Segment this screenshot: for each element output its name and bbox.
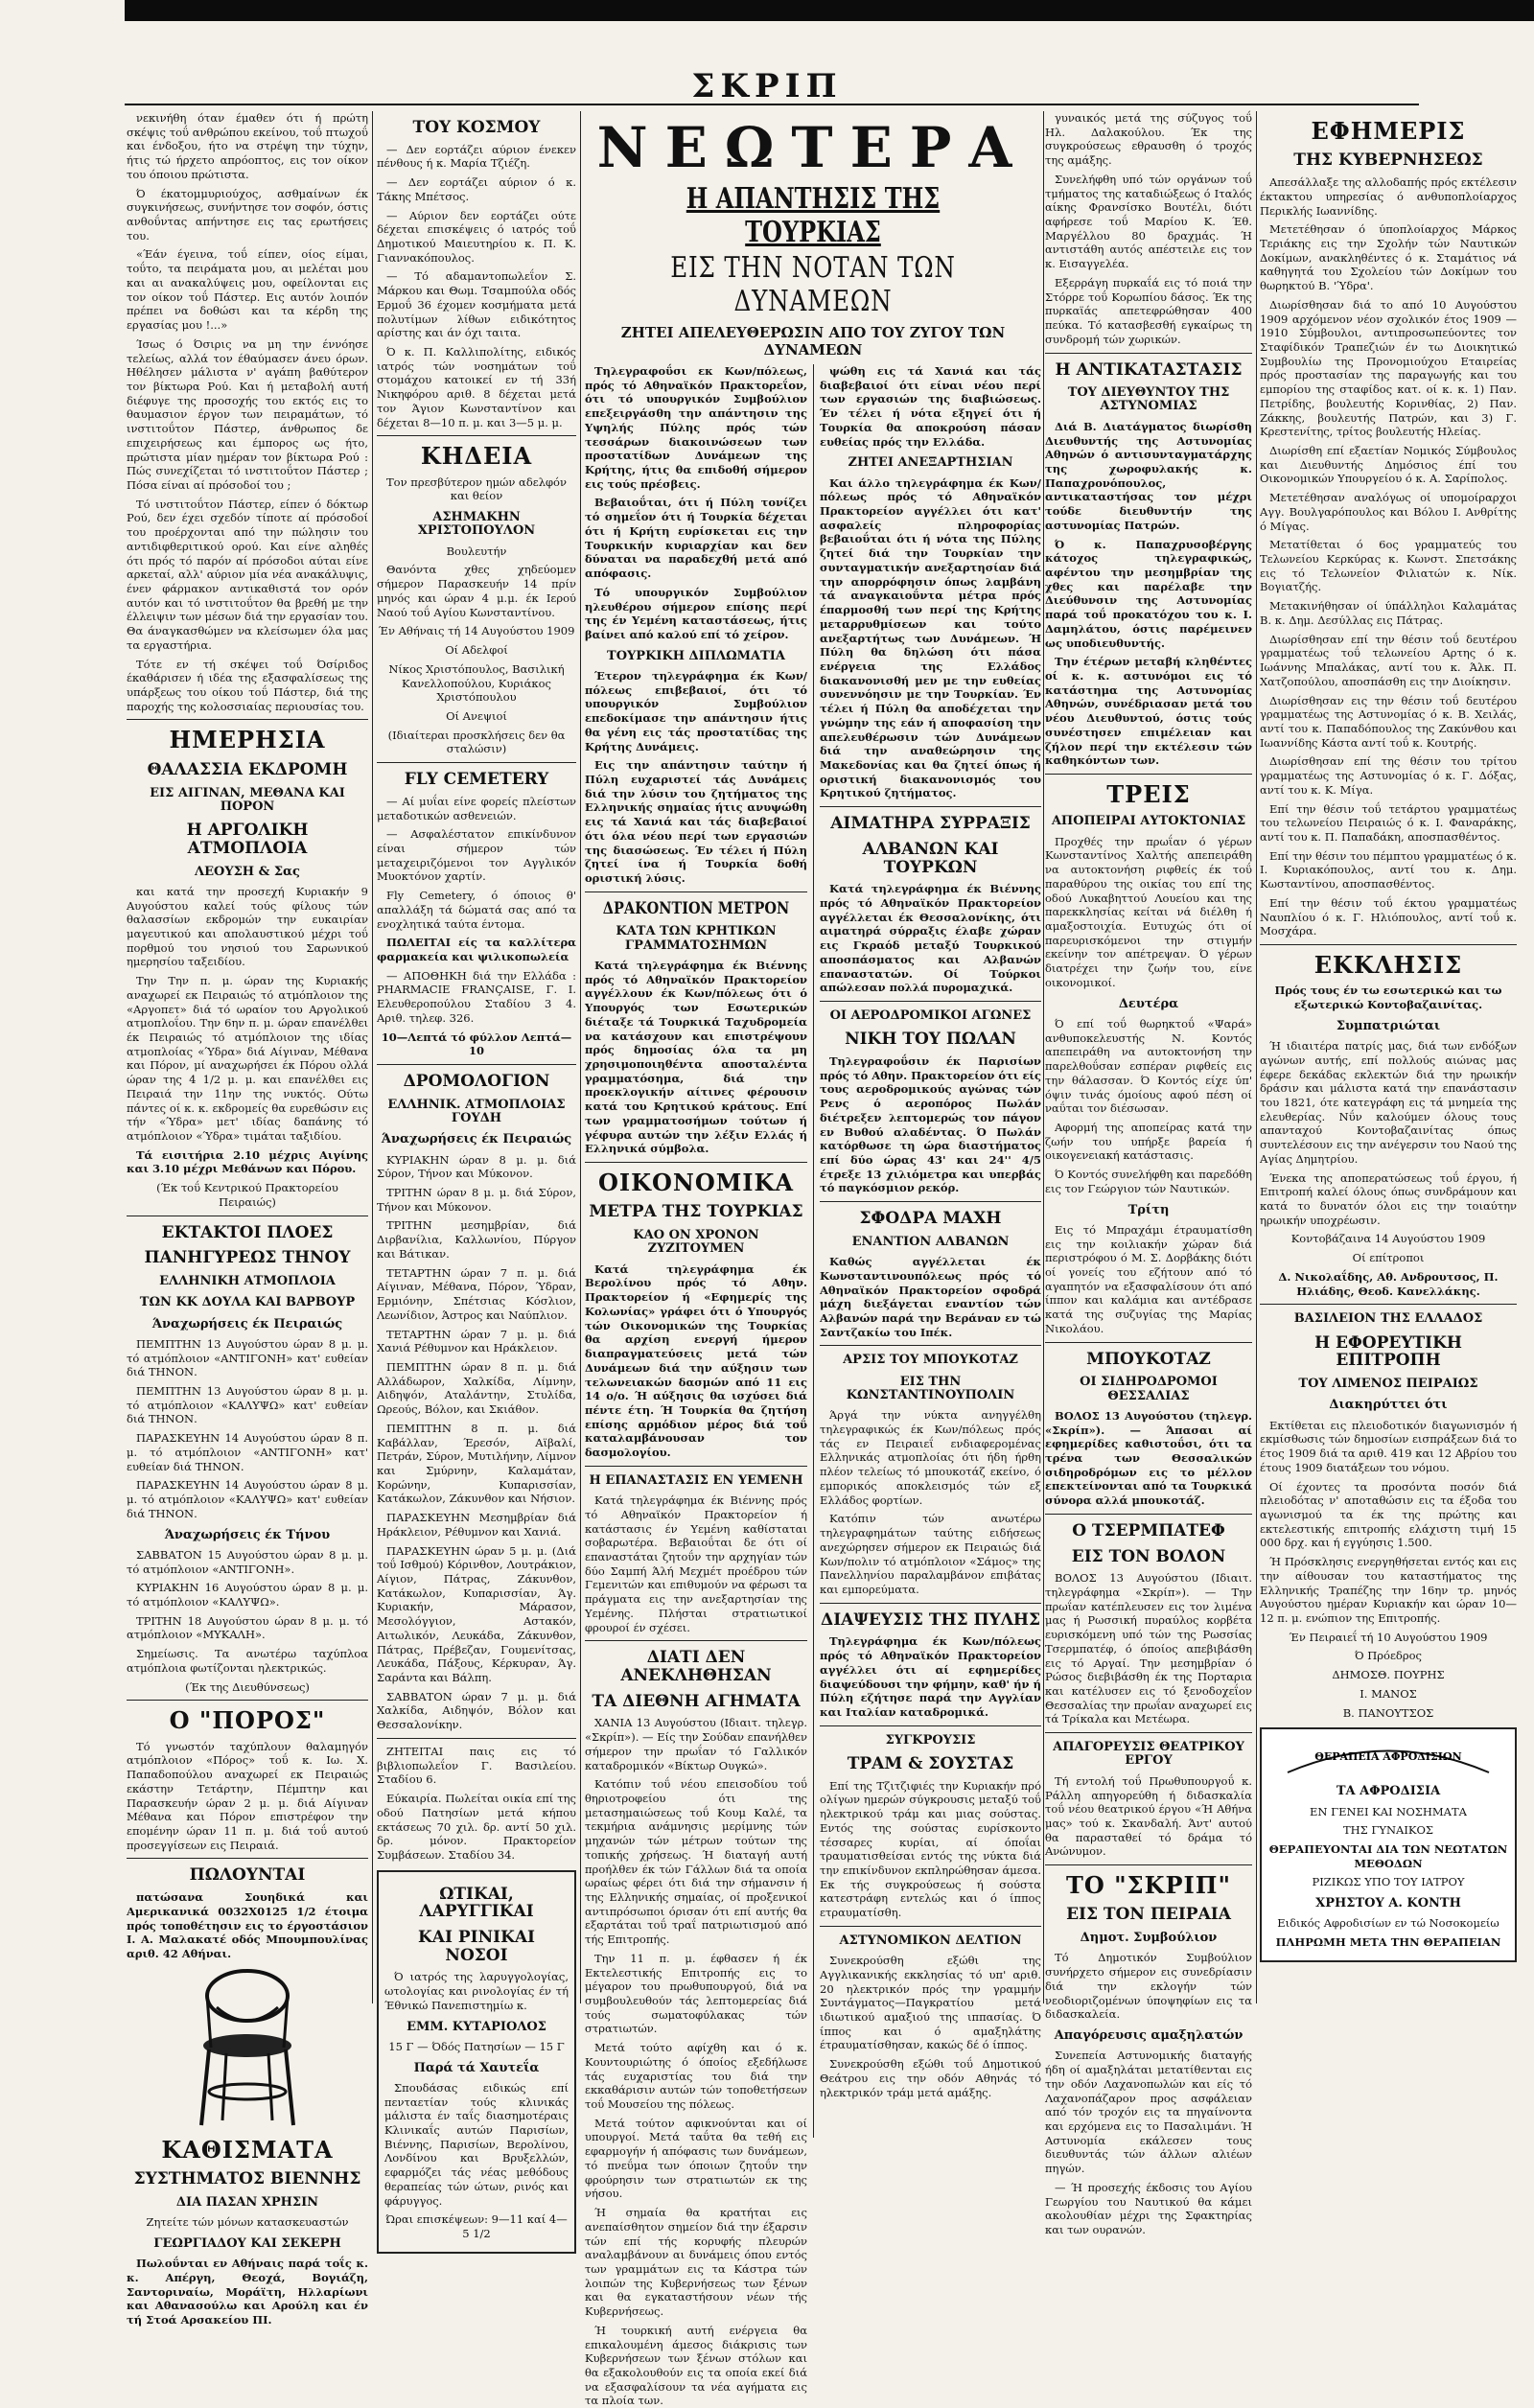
masthead: ΣΚΡΙΠ: [691, 67, 843, 105]
paragraph: ΠΛΗΡΩΜΗ ΜΕΤΑ ΤΗΝ ΘΕΡΑΠΕΙΑΝ: [1275, 1935, 1501, 1950]
paragraph: ΠΑΡΑΣΚΕΥΗΝ ώραν 5 μ. μ. (Διά τοΰ Ισθμού) Κόρινθον, Λουτράκιον, Αίγιον, Πάτρας, Ζάκυνθον, Κατάκωλον, Κυπαρισσίαν, Άγ. Κυριακήν, Μάρασον, Μεσολόγγιον, Αστακόν, Αιτωλικόν, Λευκάδα, Ζάκυνθον, Πάτρας, Πρέβεζαν, Γουμενίτσας, Λευκάδα, Πάξους, Κέρκυραν, Άγ. Σαράντα και Βάλπη.: [377, 1543, 576, 1685]
subheadline: Άναχωρήσεις έκ Πειραιώς: [381, 1132, 572, 1147]
paragraph: Διωρίσθησαν επί την θέσιν τοΰ δευτέρου γραμματέως τοΰ τελωνείου Αρτης ό κ. Ιωάννης Μπαλάκας, αντί του κ. Άλκ. Π. Χατζοπούλου, αποσπάσθη εις την Διοίκησιν.: [1260, 632, 1517, 688]
paragraph: ΚΥΡΙΑΚΗΝ ώραν 8 μ. μ. διά Σύρον, Τήνον και Μύκονον.: [377, 1152, 576, 1181]
paragraph: Επί την θέσιν τοΰ τετάρτου γραμματέως του τελωνείου Πειραιώς ό κ. Ι. Φαναράκης, αντί του κ. Π. Παπαδάκη, αποσπασθέντος.: [1260, 801, 1517, 844]
headline: ΜΕΤΡΑ ΤΗΣ ΤΟΥΡΚΙΑΣ: [589, 1202, 803, 1222]
paragraph: Διωρίσθησαν εις την θέσιν τοΰ δευτέρου γραμματέως της Αστυνομίας ό κ. Β. Χειλάς, αντί του κ. Παπαδόπουλος της Ζακύνθου και Ιωαννίδης Κάστα αντί τοΰ κ. Κουτρής.: [1260, 693, 1517, 750]
column-3-news: [585, 111, 1041, 2408]
headline: ΔΙΑΤΙ ΔΕΝ ΑΝΕΚΛΗΘΗΣΑΝ: [620, 1648, 772, 1685]
divider: [377, 1738, 576, 1739]
headline: ΣΥΣΤΗΜΑΤΟΣ ΒΙΕΝΝΗΣ: [133, 2169, 361, 2189]
paragraph: Έν Αθήναις τή 14 Αυγούστου 1909: [378, 624, 575, 638]
headline: ΚΑΘΙΣΜΑΤΑ: [161, 2135, 334, 2164]
subheadline: Η ΕΠΑΝΑΣΤΑΣΙΣ ΕΝ ΥΕΜΕΝΗ: [589, 1472, 803, 1488]
paragraph: — Ασφαλέστατον επικίνδυνον είναι σήμερον τών μεταχειριζόμενοι τον Αγγλικόν Μυοκτόνον χαρτίν.: [377, 827, 576, 884]
paragraph: ΠΑΡΑΣΚΕΥΗΝ 14 Αυγούστου ώραν 8 μ. μ. τό ατμόπλοιον «ΚΑΛΥΨΩ» κατ' ευθείαν διά ΤΗΝΟΝ.: [127, 1478, 368, 1520]
headline: ΕΚΚΛΗΣΙΣ: [1313, 951, 1463, 980]
divider: [1045, 1732, 1252, 1733]
column-rule: [813, 364, 814, 2138]
headline: ΤΟ "ΣΚΡΙΠ": [1066, 1871, 1231, 1900]
paragraph: Διωρίσθη επί εξαετίαν Νομικός Σύμβουλος και Διευθυντής Δημόσιος έπί του Οικονομικών Υπουργείου ό κ. Α. Σαρίπολος.: [1260, 444, 1517, 486]
divider: [820, 1725, 1041, 1726]
paragraph: ΠΑΡΑΣΚΕΥΗΝ Μεσημβρίαν διά Ηράκλειον, Ρέθυμνον και Χανιά.: [377, 1511, 576, 1539]
paragraph: Εις την απάντησιν ταύτην ή Πύλη ευχαριστεί τάς Δυνάμεις διά την λύσιν του ζητήματος της Ελληνικής σημαίας ήτις ανυψώθη εις τά Χανιά και τάς διαβεβαιοί ότι όλα νέου περί των εργασιών της διασώσεως. Έν τέλει ή Πύλη ζητεί ίνα ή Τουρκία δοθή οριστική λύσις.: [585, 758, 807, 886]
paragraph: ΤΡΙΤΗΝ ώραν 8 μ. μ. διά Σύρον, Τήνον και Μύκονον.: [377, 1186, 576, 1214]
paragraph: ΤΗΣ ΓΥΝΑΙΚΟΣ: [1342, 1823, 1434, 1838]
paragraph: Άργά την νύκτα ανηγγέλθη τηλεγραφικώς έκ Κων/πόλεως πρός τάς εν Πειραιεΐ ενδιαφερομένας Ελληνικάς ατμοπλοίας ότι ήδη ήρθη πλέον τελείως τό μπουκοτάζ εκείνο, ό εμπορικός αποκλεισμός τών εξ Ελλάδος φορτίων.: [820, 1408, 1041, 1507]
paragraph: Διωρίσθησαν επί της θέσιν του τρίτου γραμματέως της Αστυνομίας ό κ. Γ. Δόξας, αντί του κ. Κ. Μίγα.: [1260, 754, 1517, 797]
divider: [820, 1345, 1041, 1346]
subheadline: Δημοτ. Συμβούλιον: [1080, 1931, 1218, 1946]
paragraph: ψώθη εις τά Χανιά και τάς διαβεβαιοί ότι είναι νέου περί των εργασιών της διαβιώσεως. Έν τέλει ή νότα εξηγεί ότι ή Τουρκία θα αποκρούση πάσαν ευθείας πρός την Ελλάδα.: [820, 364, 1041, 449]
paragraph: Κατόπιν τών ανωτέρω τηλεγραφημάτων ταύτης ειδήσεως ανεχώρησεν σήμερον εκ Πειραιώς διά Κων/πολιν τό ατμόπλοιον «Σάμος» της Πανελληνίου παραλαμβάνον επιβάτας και εμπορεύματα.: [820, 1512, 1041, 1596]
paragraph: Μετετέθησαν ό ύποπλοίαρχος Μάρκος Τεριάκης εις την Σχολήν τών Ναυτικών Δοκίμων, ανακληθέντες ό κ. Σταμάτιος νά καθηγητά του Σχολείου τών Δοκίμων του θωρηκτού Β. 'Ύδρα'.: [1260, 222, 1517, 293]
subheadline: ΑΠΟΠΕΙΡΑΙ ΑΥΤΟΚΤΟΝΙΑΣ: [1051, 814, 1246, 829]
headline: ΔΡΑΚΟΝΤΙΟΝ ΜΕΤΡΟΝ: [602, 898, 790, 918]
divider: [820, 806, 1041, 807]
paragraph: Την Την π. μ. ώραν της Κυριακής αναχωρεί εκ Πειραιώς τό ατμόπλοιον της «Αργοπετ» διά τό ωραίον του Αργολικού ατμοπλοΐου. Την 6ην π. μ. ώραν επανέλθει έκ Πειραιώς τό ατμόπλοιον της ιδίας ατμοπλοίας «Ύδρα» διά Αίγιναν, Μέθανα και Πόρον, μί αναχωρήσει έκ Πόρου ολλά ώραν της 4 1/2 μ. μ. και επανέλθει εις Πειραιά την 11ην της νυκτός. Ούτω πάντες οί κ. κ. εκδρομείς θα ευρεθώσιν εις τήν «Ύδρα» μετ' ιδίας δαπάνης τό ατμόπλοιον «Ύδρα» τιμάται ταξιδίου.: [127, 974, 368, 1144]
paragraph: ΡΙΖΙΚΩΣ ΥΠΟ ΤΟΥ ΙΑΤΡΟΥ: [1312, 1875, 1465, 1889]
divider: [1045, 1514, 1252, 1515]
paragraph: ΠΕΜΠΤΗΝ 13 Αυγούστου ώραν 8 μ. μ. τό ατμόπλοιον «ΚΑΛΥΨΩ» κατ' ευθείαν διά ΤΗΝΟΝ.: [127, 1384, 368, 1426]
headline: ΟΙΚΟΝΟΜΙΚΑ: [597, 1169, 794, 1197]
subheadline: ΑΠΑΓΟΡΕΥΣΙΣ ΘΕΑΤΡΙΚΟΥ ΕΡΓΟΥ: [1053, 1740, 1244, 1769]
paragraph: — Αί μυΐαι είνε φορείς πλείστων μεταδοτικών ασθενειών.: [377, 794, 576, 822]
headline: ΕΙΣ ΤΟΝ ΠΕΙΡΑΙΑ: [1066, 1905, 1231, 1925]
headline: ΜΠΟΥΚΟΤΑΖ: [1086, 1349, 1211, 1369]
subheadline: ΕΙΣ ΑΙΓΙΝΑΝ, ΜΕΘΑΝΑ ΚΑΙ ΠΟΡΟΝ: [150, 785, 345, 814]
subheadline: ΤΩΝ ΚΚ ΔΟΥΛΑ ΚΑΙ ΒΑΡΒΟΥΡ: [139, 1295, 356, 1310]
headline: ΤΗΣ ΚΥΒΕΡΝΗΣΕΩΣ: [1293, 150, 1483, 171]
subheadline: ΕΙΣ ΤΗΝ ΚΩΝΣΤΑΝΤΙΝΟΥΠΟΛΙΝ: [846, 1374, 1015, 1403]
paragraph: Ή σημαία θα κρατήται εις ανεπαίσθητον σημείον διά την έξαρσιν τών επί τής κορυφής πλευρών αναλαμβάνουν αι δυνάμεις όπου εντός των γραμμάτων εις τα Κάστρα τών λοιπών της Κυβερνήσεως των ξένων και θα εγκαταστήσουν νέων τής Κυβερνήσεως.: [585, 2206, 807, 2319]
paragraph: Ό ιατρός της λαρυγγολογίας, ωτολογίας και ρινολογίας έν τή Έθνικώ Πανεπιστημίω κ.: [384, 1970, 569, 2012]
divider: [127, 719, 368, 720]
divider: [585, 1466, 807, 1467]
paragraph: Τηλεγραφοΰσιν έκ Παρισίων πρός τό Αθην. Πρακτορείον ότι είς τους αεροδρομικούς αγώνας τών Ρενς ό αεροπόρος Πωλάν διέτρεξεν λεπτομερώς τον πάγον εν Βυθού αλαδέντας. Ό Πωλάν κατόρθωσε τη ώρα διαστήματος επί δύο ώρας 43' και 24'' 4/5 έτρεξε 13 χιλιόμετρα και υπερβάς τό παγκόσμιον ρεκόρ.: [820, 1054, 1041, 1195]
paragraph: Τηλεγράφημα έκ Κων/πόλεως πρός τό Αθηναϊκόν Πρακτορείον αγγέλλει ότι αί εφημερίδες διαψεύδουσι την φήμην, καθ' ήν ή Πύλη εζήτησε παρά την Αγγλίαν και Ιταλίαν καταδρομικά.: [820, 1634, 1041, 1719]
paragraph: Ένεκα της αποπερατώσεως τοΰ έργου, ή Επιτροπή καλεί όλους όπως συνδράμουν και κατά το δυνατόν όλοι εις την τοιαύτην ηρωικήν υποχρέωσιν.: [1260, 1170, 1517, 1227]
paragraph: «Έάν έγεινα, τοΰ είπεν, οίος είμαι, τοΰτο, τα πειράματα μου, αι μελέται μου και αι ανακαλύψεις μου, οφείλονται εις τον οίκον τοΰ Πάστερ. Εις αυτόν λοιπόν πρέπει να δοθώσι και τα κέρδη της εργασίας μου !...»: [127, 247, 368, 333]
headline: ΘΑΛΑΣΣΙΑ ΕΚΔΡΟΜΗ: [147, 759, 348, 779]
headline: ΕΙΣ ΤΗΝ ΝΟΤΑΝ ΤΩΝ ΔΥΝΑΜΕΩΝ: [670, 251, 956, 318]
paragraph: Κατά τηλεγράφημα έκ Βιέννης πρός τό Αθηναϊκόν Πρακτορείον αγγέλλουν έκ Κων/πόλεως ότι ό Υπουργός των Εσωτερικών διέταξε τά Τουρκικά Ταχυδρομεία να κατάσχουν και επιστρέψουν πρός δημοσίας όλα τα μη χρησιμοποιηθέντα αποσταλέντα γραμματόσημα, διά την προεκλογικήν αίτινες φέρουσιν κατά του Κρητικού κράτους. Επί των γραμματοσήμων τούτων ή γέφυρα αυτών την λέξιν Ελλάς ή Ελληνικά σύμβολα.: [585, 959, 807, 1156]
paragraph: Μετά τούτον αφικνούνται και οί υπουργοί. Μετά ταΰτα θα τεθή εις εφαρμογήν ή απόφασις των δυνάμεων, τό πνεΰμα των όποιων ζητοΰν την φρούρησιν των στρατιωτών εκ της νήσου.: [585, 2116, 807, 2201]
headline: ΠΩΛΟΥΝΤΑΙ: [189, 1865, 306, 1886]
headline: Η ΑΠΑΝΤΗΣΙΣ ΤΗΣ ΤΟΥΡΚΙΑΣ: [686, 182, 941, 249]
subheadline: ΖΗΤΕΙ ΑΝΕΞΑΡΤΗΣΙΑΝ: [848, 455, 1013, 471]
paragraph: (Ιδιαίτεραι προσκλήσεις δεν θα σταλώσιν): [387, 728, 566, 756]
paragraph: ΤΡΙΤΗΝ μεσημβρίαν, διά Διρβανίλια, Καλλωνίου, Πύργον και Βάτικαν.: [377, 1218, 576, 1261]
subheadline: ΕΝΑΝΤΙΟΝ ΑΛΒΑΝΩΝ: [851, 1234, 1010, 1249]
column-2: [377, 111, 576, 2241]
headline: ΕΦΗΜΕΡΙΣ: [1311, 117, 1466, 145]
paragraph: Σπουδάσας ειδικώς επί πενταετίαν τούς κλινικάς μάλιστα έν ταΐς διασημοτέραις Κλινικαΐς αυτών Παρισίων, Βιέννης, Παρισίων, Βερολίνου, Λονδίνου και Βρυξελλών, εφαρμόζει τάς νέας μεθόδους θεραπείας τών ώτων, ρινός και φάρυγγος.: [384, 2080, 569, 2208]
paragraph: Την 11 π. μ. έφθασεν ή έκ Εκτελεστικής Επιτροπής εις το μέγαρον του πρωθυπουργού, διά να συμβουλευθούν τάς λεπτομερείας διά τούς σωματοφύλακας τών στρατιωτών.: [585, 1951, 807, 2036]
paragraph: Κατόπιν τοΰ νέου επεισοδίου τοΰ θηριοτροφείου ότι της μετασημαιώσεως τοΰ Κουμ Καλέ, τα τεκμήρια ανάμνησις μερίμνης τών μηχανών τών μέτρων τούτων της τοπικής χρήσεως. Ή διαταγή αυτή προήλθεν έκ τών Γάλλων διά τα οποία ωραίως φέρει ότι διά την σήμανσιν ή της Ελληνικής σημαίας, οί προξενικοί αντιπρόσωποι όρισαν ότι επί αυτής θα εξαρτάται τοΰ τραΐ πατριωτισμού από τής Επιτροπής.: [585, 1777, 807, 1947]
paragraph: ΠΑΡΑΣΚΕΥΗΝ 14 Αυγούστου ώραν 8 π. μ. τό ατμόπλοιον «ΑΝΤΙΓΟΝΗ» κατ' ευθείαν διά ΤΗΝΟΝ.: [127, 1431, 368, 1473]
paragraph: Ό κ. Παπαχρυσοβέργης κάτοχος τηλεγραφικώς, αφέντου την μεσημβρίαν της χθες και παρέλαβε την Διεύθυνσιν της Αστυνομίας παρά τοΰ προκατόχου του κ. Ι. Δαμηλάτου, όστις παρέμεινεν ως υποδιευθυντής.: [1045, 537, 1252, 650]
paragraph: Ειδικός Αφροδισίων εν τώ Νοσοκομείω: [1277, 1916, 1499, 1931]
paragraph: Ώραι επισκέψεων: 9—11 καί 4—5 1/2: [385, 2212, 568, 2241]
paragraph: ΖΗΤΕΙΤΑΙ παις εις τό βιβλιοπωλεΐον Γ. Βασιλείου. Σταδίου 6.: [377, 1744, 576, 1787]
paragraph: ΤΕΤΑΡΤΗΝ ώραν 7 π. μ. διά Αίγιναν, Μέθανα, Πόρον, Ύδραν, Ερμιόνην, Σπέτσιας Κόσλιον, Λεωνίδιον, Άστρος και Ναύπλιον.: [377, 1265, 576, 1322]
divider: [585, 1162, 807, 1163]
paragraph: Ίσως ό Όσιρις να μη την έννόησε τελείως, αλλά τον έθαύμασεν άνευ όρων. Ηθέλησεν μάλιστα ν' αγάπη βαθύτερον τον βίκτωρα Ρού. Και ή μεταβολή αυτή διέφυγε της προσοχής του εκτός εις το θαυμασιον έργον των πειραμάτων, τό ινστιτοΰτον Πάστερ, άνθρωπος δε επιχειρήσεως και έμπορος ως ήτο, πρώτιστα μίαν ημέραν τον βίκτωρα Ρού : Πώς συνεχίζεται τό ινστιτοΰτον Πάστερ ; Πόσα είναι αί πρόσοδοί του ;: [127, 336, 368, 492]
stamp-ring-text: ΘΕΡΑΠΕΙΑ ΑΦΡΟΔΙΣΙΩΝ: [1314, 1750, 1462, 1764]
divider: [377, 435, 576, 436]
paragraph: ΣΑΒΒΑΤΟΝ 15 Αυγούστου ώραν 8 μ. μ. τό ατμόπλοιον «ΑΝΤΙΓΟΝΗ».: [127, 1547, 368, 1576]
paragraph: ΔΗΜΟΣΘ. ΠΟΥΡΗΣ: [1332, 1668, 1445, 1682]
headline: ΤΑ ΔΙΕΘΝΗ ΑΓΗΜΑΤΑ: [592, 1691, 801, 1711]
subheadline: ΤΟΥ ΛΙΜΕΝΟΣ ΠΕΙΡΑΙΩΣ: [1298, 1377, 1478, 1392]
paragraph: Συνεκρούσθη εξώθι τοΰ Δημοτικού Θεάτρου εις την οδόν Αθηνάς τό ηλεκτρικόν τράμ μετά αμάξης.: [820, 2057, 1041, 2099]
divider: [1045, 1864, 1252, 1865]
subheadline: ΤΑ ΑΦΡΟΔΙΣΙΑ: [1336, 1784, 1441, 1799]
paragraph: 10—Λεπτά τό φύλλον Λεπτά—10: [381, 1030, 572, 1058]
doctor-ad-box: [377, 1870, 576, 2254]
paragraph: 15 Γ — Όδός Πατησίων — 15 Γ: [388, 2039, 565, 2053]
paragraph: ΚΥΡΙΑΚΗΝ 16 Αυγούστου ώραν 8 μ. μ. τό ατμόπλοιον «ΚΑΛΥΨΩ».: [127, 1581, 368, 1609]
paragraph: Την έτέρων μεταβή κληθέντες οί κ. κ. αστυνόμοι εις τό κατάστημα της Αστυνομίας Αθηνών, συνέδριασαν μετά του νέου Διευθυντού, όστις τούς συνέστησεν επιμέλειαν και ζήλον περί την εκτέλεσιν τών καθηκόντων των.: [1045, 655, 1252, 768]
divider: [127, 1700, 368, 1701]
news-subcolumn-right: [820, 364, 1041, 2105]
paragraph: Οί επίτροποι: [1352, 1251, 1425, 1265]
divider: [1260, 1304, 1517, 1305]
paragraph: Τότε εν τή σκέψει τοΰ Όσίριδος έκαθάρισεν ή ιδέα της εξασφαλίσεως της υπάρξεως του οίκου τοΰ Πάστερ, διά της παροχής της κολοσσιαίας περιουσίας του.: [127, 657, 368, 713]
paragraph: Καθώς αγγέλλεται έκ Κωνσταντινουπόλεως πρός τό Αθηναϊκόν Πρακτορείον σφοδρά μάχη διεξάγεται εναντίον τών Αλβανών παρά την Βεράναν εν τώ Σαντζακίω του Ιπέκ.: [820, 1255, 1041, 1339]
subheadline: ΚΑΤΑ ΤΩΝ ΚΡΗΤΙΚΩΝ ΓΡΑΜΜΑΤΟΣΗΜΩΝ: [616, 924, 777, 953]
paragraph: Μετετέθησαν αναλόγως οί υπομοίραρχοι Αγγ. Βουλγαρόπουλος και Βόλου Ι. Ανθρίτης ό Μίγας.: [1260, 491, 1517, 533]
paragraph: Συνεπεία Αστυνομικής διαταγής ήδη οί αμαξηλάται μετατίθενται εις την οδόν Λαχανοπωλών και είς τό Λαχανοπάζαρον προς ασφάλειαν από τόν τροχόν εις τα πηγαίνοντα και ερχόμενα εις το Πασαλιμάνι. Ή Αστυνομία εκάλεσεν τους διευθυντάς τών άλλων αλιέων πηγών.: [1045, 2049, 1252, 2176]
paragraph: Τον πρεσβύτερον ημών αδελφόν και θείον: [386, 475, 567, 503]
paragraph: Επί της Τζιτζιφιές την Κυριακήν πρό ολίγων ημερών σύγκρουσις μεταξύ τοΰ ηλεκτρικού τράμ και μιας σούστας. Εντός της σούστας ευρίσκοντο τέσσαρες κυρίαι, αί όποΐαι τραυματισθείσαι εντός της νύκτα διά την επικίνδυνον εκπληρώθησαν άμεσα. Εκ τής συγκρούσεως ή σούστα κατεστράφη εντελώς και ό ίππος ετραυματίσθη.: [820, 1778, 1041, 1920]
paragraph: Μετακινήθησαν οί ύπάλληλοι Καλαμάτας Β. κ. Δημ. Δεσύλλας εις Πάτρας.: [1260, 599, 1517, 627]
column-rule: [580, 111, 581, 2003]
paragraph: Τή εντολή τοΰ Πρωθυπουργοΰ κ. Ράλλη απηγορεύθη ή διδασκαλία τοΰ νέου θεατρικού έργου «Ή Αθήνα μας» τού κ. Σκανδαλή. Άντ' αυτού θα παρασταθεί τό δράμα τό Ανώνυμον.: [1045, 1773, 1252, 1859]
paragraph: — Δεν εορτάζει αύριον ένεκεν πένθους ή κ. Μαρία Τζιέζη.: [377, 142, 576, 171]
headline: ΚΗΔΕΙΑ: [420, 442, 533, 471]
paragraph: Συνελήφθη υπό τών οργάνων τοΰ τμήματος της καταδιώξεως ό Ιταλός αίκης Φρανσίσκο Βουτέλι, διότι αφήρεσε τοΰ Μαρίου Κ. Έθ. Μαργέλλου 80 δραχμάς. Ή αντιστάθη αυτός απέστειλε εις τον κ. Εισαγγελέα.: [1045, 172, 1252, 271]
paragraph: ΠΕΜΠΤΗΝ 8 π. μ. διά Καβάλλαν, Έρεσόν, Αϊβαλί, Πετράν, Σύρον, Μυτιλήνην, Λίμνον και Σμύρνην, Καλαμάταν, Κορώνην, Κυπαρισσίαν, Κατάκωλον, Ζάκυνθον και Νήσιον.: [377, 1421, 576, 1506]
top-black-band: [125, 0, 1534, 21]
column-4: [1045, 111, 1252, 2236]
paragraph: ΠΕΜΠΤΗΝ 13 Αυγούστου ώραν 8 μ. μ. τό ατμόπλοιον «ΑΝΤΙΓΟΝΗ» κατ' ευθείαν διά ΤΗΝΟΝ.: [127, 1336, 368, 1379]
divider: [585, 891, 807, 892]
paragraph: ΘΕΡΑΠΕΥΟΝΤΑΙ ΔΙΑ ΤΩΝ ΝΕΩΤΑΤΩΝ ΜΕΘΟΔΩΝ: [1268, 1842, 1508, 1870]
subheadline: ΓΕΩΡΓΙΑΔΟΥ ΚΑΙ ΣΕΚΕΡΗ: [153, 2235, 341, 2251]
column-rule: [1043, 111, 1044, 2003]
paragraph: Επί την θέσιν του πέμπτου γραμματέως ό κ. Ι. Κυριακόπουλος, αντί του κ. Δημ. Κωσταντίνου, αποσπασθέντος.: [1260, 848, 1517, 891]
divider: [1045, 1342, 1252, 1343]
paragraph: Βουλευτήν: [446, 544, 507, 558]
paragraph: — Τό αδαμαντοπωλεΐον Σ. Μάρκου και Θωμ. Τσαμπούλα οδός Ερμοΰ 36 έχομεν κοσμήματα μετά πολυτίμων λίθων ειδικότητος αρίστης και άν όχι ταιτα.: [377, 269, 576, 340]
paragraph: Αφορμή της αποπείρας κατά την ζωήν του υπήρξε βαρεία ή οικογενειακή κατάστασις.: [1045, 1120, 1252, 1163]
paragraph: (Έκ τοΰ Κεντρικού Πρακτορείου Πειραιώς): [156, 1181, 338, 1209]
column-rule: [1256, 111, 1257, 2003]
paragraph: Ό Κοντός συνελήφθη και παρεδόθη εις τον Γεώργιον τών Ναυτικών.: [1045, 1168, 1252, 1195]
masthead-rule: [125, 104, 1419, 105]
subheadline: Άναχωρήσεις έκ Τήνου: [164, 1527, 331, 1542]
subheadline: ΛΕΟΥΣΗ & Σας: [195, 864, 300, 879]
paragraph: Ι. ΜΑΝΟΣ: [1360, 1686, 1417, 1701]
subheadline: ΣΥΓΚΡΟΥΣΙΣ: [885, 1732, 976, 1748]
headline: Η ΕΦΟΡΕΥΤΙΚΗ ΕΠΙΤΡΟΠΗ: [1314, 1332, 1462, 1371]
paragraph: Κατά τηλεγράφημα έκ Βιέννης πρός τό Αθηναϊκόν Πρακτορείον αγγέλλεται έκ Θεσσαλονίκης, ότι αιματηρά σύρραξις έλαβε χώραν εις Γκραόδ μεταξύ Τουρκικού αποσπάσματος και Αλβανών επαναστατών. Οί Τούρκοι απώλεσαν πολλά πυρομαχικά.: [820, 882, 1041, 995]
divider: [377, 1064, 576, 1065]
paragraph: Τό υπουργικόν Συμβούλιον ηλευθέρου σήμερον επίσης περί της έν Υεμένη καταστάσεως, ήτις βαίνει από καλού επί τό χείρον.: [585, 585, 807, 641]
paragraph: — Δεν εορτάζει αύριον ό κ. Τάκης Μπέτσος.: [377, 175, 576, 203]
paragraph: ΕΝ ΓΕΝΕΙ ΚΑΙ ΝΟΣΗΜΑΤΑ: [1310, 1804, 1467, 1818]
subheadline: ΑΡΣΙΣ ΤΟΥ ΜΠΟΥΚΟΤΑΖ: [843, 1353, 1018, 1368]
subheadline: Διακηρύττει ότι: [1329, 1398, 1448, 1413]
paragraph: Μετατίθεται ό 6ος γραμματεύς του Τελωνείου Κερκύρας κ. Κωνστ. Σπετσάκης εις τό Τελωνείον Φιλιατών κ. Νίκ. Βογιατζής.: [1260, 538, 1517, 594]
paragraph: ΠΕΜΠΤΗΝ ώραν 8 π. μ. διά Αλλάδωρον, Χαλκίδα, Λίμνην, Αιδηψόν, Αταλάντην, Στυλίδα, Ωρεούς, Βόλον, και Σκιάθον.: [377, 1359, 576, 1417]
headline: ΔΡΟΜΟΛΟΓΙΟΝ: [403, 1072, 550, 1092]
paragraph: Ό Πρόεδρος: [1355, 1649, 1422, 1663]
column-5: [1260, 111, 1517, 2009]
paragraph: Τηλεγραφοΰσι εκ Κων/πόλεως, πρός τό Αθηναϊκόν Πρακτορεΐον, ότι τό υπουργικόν Συμβούλιον επεξειργάσθη την απάντησιν της Υψηλής Πύλης πρός τών τεσσάρων διακοινώσεων των προστατίδων Δυνάμεων της Κρήτης, ήτις θα επιδοθή σήμερον εις τούς πρέσβεις.: [585, 364, 807, 491]
subheadline: Συμπατριώται: [1336, 1018, 1441, 1033]
headline: ΑΛΒΑΝΩΝ ΚΑΙ ΤΟΥΡΚΩΝ: [862, 839, 999, 877]
paragraph: Επί την θέσιν τοΰ έκτου γραμματέως Ναυπλίου ό κ. Γ. Ηλιόπουλος, αντί τοΰ κ. Μοσχάρα.: [1260, 895, 1517, 938]
paragraph: Ό έκατομμυριούχος, ασθμαίνων έκ συγκινήσεως, συνήντησε τον σοφόν, όστις ανθοΰντας απήντησε εις τας ερωτήσεις του.: [127, 186, 368, 243]
paragraph: Απεσάλλαξε της αλλοδαπής πρός εκτέλεσιν έκτακτου υπηρεσίας ό ανθυποπλοίαρχος Περικλής Ιωαννίδης.: [1260, 175, 1517, 218]
paragraph: Ό κ. Π. Καλλιπολίτης, ειδικός ιατρός τών νοσημάτων τοΰ στομάχου κατοικεί εν τή 33ή Νικηφόρου αριθ. 8 δέχεται μετά τον Άγιον Κωνσταντίνον και δέχεται 8—10 π. μ. και 3—5 μ. μ.: [377, 345, 576, 429]
paragraph: Σημείωσις. Τα ανωτέρω ταχύπλοα ατμόπλοια φωτίζονται ηλεκτρικώς.: [127, 1647, 368, 1675]
paragraph: Διωρίσθησαν διά το από 10 Αυγούστου 1909 αρχόμενον νέον σχολικόν έτος 1909 — 1910 Σύμβουλοι, αντιπροσωπεύοντες τον Σταφίδικόν Τραπεζιών έν τω Διοικητικώ Συμβουλίω της Προνομιούχου Εταιρείας πρός προστασίαν της παραγωγής και του εμπορίου της σταφίδος κατ. οί κ. κ. 1) Παν. Πετρίδης, βουλευτής Κορινθίας, 2) Παν. Ζάκκης, βουλευτής Πατρών, και 3) Γ. Κρεστενίτης, τρίτος βουλευτής Ηλείας.: [1260, 297, 1517, 439]
paragraph: Ή Πρόσκλησις ενεργηθήσεται εντός και εις την αίθουσαν του καταστήματος της Ελληνικής Τραπέζης την 16ην τρ. μηνός Αυγούστου ημέραν Κυριακήν και ώραν 10—12 π. μ. ενώπιον της Επιτροπής.: [1260, 1555, 1517, 1625]
subheadline: Απαγόρευσις αμαξηλατών: [1054, 2028, 1243, 2044]
headline: FLY CEMETERY: [404, 770, 549, 790]
paragraph: γυναικός μετά της σύζυγος τοΰ Ηλ. Δαλακούλου. Έκ της συγκρούσεως εθραυσθη ό τροχός της αμάξης.: [1045, 111, 1252, 168]
subheadline: ΑΣΗΜΑΚΗΝ ΧΡΙΣΤΟΠΟΥΛΟΝ: [417, 510, 536, 539]
paragraph: — ΑΠΟΘΗΚΗ διά την Ελλάδα : PHARMACIE FRANÇAISE, Γ. Ι. Ελευθεροπούλου Σταδίου 3 4. Αριθ. τηλεφ. 326.: [377, 968, 576, 1025]
paragraph: Κατά τηλεγράφημα έκ Βερολίνου πρός τό Αθην. Πρακτορείον ή «Εφημερίς της Κολωνίας» γράφει ότι ό Υπουργός τών Οικονομικών της Τουρκίας θα αρχίση ενεργή ήμερον διαπραγματεύσεις μετά τών Δυνάμεων διά την αύξησιν των τελωνειακών δασμών από 11 εις 14 ο/ο. Ή αύξησις θα ισχύσει διά πέντε έτη. Ή Τουρκία θα ζητήση επίσης αρμόδιον μέρος διά τοΰ καταλαμβάνουσαν τον δασμολογίου.: [585, 1262, 807, 1460]
column-1: [127, 111, 368, 2327]
subheadline: ΧΡΗΣΤΟΥ Α. ΚΟΝΤΗ: [1315, 1896, 1461, 1911]
subheadline: ΟΙ ΑΕΡΟΔΡΟΜΙΚΟΙ ΑΓΩΝΕΣ: [829, 1007, 1032, 1023]
paragraph: Ή τουρκική αυτή ενέργεια θα επικαλουμένη άμεσος διάκρισις των Κυβερνήσεων των ξένων στόλων και θα εξακολουθούν εις τα οποία εκεί διά να εξασφαλίσουν τα νέα αγήματα εις τα πλοία των.: [585, 2323, 807, 2408]
headline: ΩΤΙΚΑΙ, ΛΑΡΥΓΓΙΚΑΙ: [419, 1884, 534, 1922]
paragraph: — Αύριον δεν εορτάζει ούτε δέχεται επισκέψεις ό ιατρός τοΰ Δημοτικού Μαιευτηρίου κ. Π. Κ. Γιαννακόπουλος.: [377, 208, 576, 265]
paragraph: Πρός τους έν τω εσωτερικώ και τω εξωτερικώ Κοντοβαζαινίτας.: [1274, 984, 1502, 1012]
headline: ΚΑΙ ΡΙΝΙΚΑΙ ΝΟΣΟΙ: [418, 1928, 535, 1965]
divider: [585, 1640, 807, 1641]
paragraph: ΤΕΤΑΡΤΗΝ ώραν 7 μ. μ. διά Χανιά Ρέθυμνον και Ηράκλειον.: [377, 1327, 576, 1355]
paragraph: Εύκαιρία. Πωλείται οικία επί της οδού Πατησίων μετά κήπου εκτάσεως 70 χιλ. δρ. αντί 50 χιλ. δρ. μόνον. Πρακτορείον Συμβάσεων. Σταδίου 34.: [377, 1792, 576, 1862]
clinic-ad-box: [1260, 1727, 1517, 1962]
paragraph: — Ή προσεχής έκδοσις του Αγίου Γεωργίου του Ναυτικού θα κάμει ακολουθίαν μέχρι της Σφακτηρίας και των ουρανών.: [1045, 2180, 1252, 2236]
paragraph: Οί έχοντες τα προσόντα ποσόν διά πλειοδότας ν' αποταθώσιν εις τα έξοδα του αγωνισμού τα έκ της πρώτης και εκτελεστικής επιτροπής ελάχιστη τιμή 15 000 δρχ. και ή εγγύησις 1.500.: [1260, 1479, 1517, 1550]
divider: [1045, 774, 1252, 775]
headline: ΑΙΜΑΤΗΡΑ ΣΥΡΡΑΞΙΣ: [830, 814, 1031, 834]
headline: ΝΙΚΗ ΤΟΥ ΠΩΛΑΝ: [845, 1030, 1016, 1050]
headline: ΣΦΟΔΡΑ ΜΑΧΗ: [859, 1209, 1002, 1229]
paragraph: ΤΡΙΤΗΝ 18 Αυγούστου ώραν 8 μ. μ. τό ατμόπλοιον «ΜΥΚΑΛΗ».: [127, 1613, 368, 1642]
paragraph: Τά εισιτήρια 2.10 μέχρις Αιγίνης και 3.10 μέχρι Μεθάνων και Πόρου.: [127, 1147, 368, 1176]
paragraph: Ή ιδιαιτέρα πατρίς μας, διά των ενδόξων αγώνων αυτής, επί πολλούς αιώνας μας έφερε δεκάδας εκλεκτών διά την ηρωικήν δράσιν και μάλιστα κατά την επανάστασιν του 1821, ότε κατεγράφη εις τά μνημεία της ελευθερίας. Νΰν καλούμεν όλους τους απανταχού Κοντοβαζαινίτας όπως συντελέσουν εις την ανέγερσιν του Ναού της Αγίας Δημητρίου.: [1260, 1039, 1517, 1166]
paragraph: Κοντοβάζαινα 14 Αυγούστου 1909: [1290, 1232, 1486, 1246]
paragraph: Εξερράγη πυρκαΐά εις τό ποιά την Στόρρε τοΰ Κορωπίου δάσος. Έκ της πυρκαϊάς απετεφρώθησαν 400 πεύκα. Τό κατασβεσθή εγκαίρως τη συνδρομή τών χωρικών.: [1045, 275, 1252, 346]
divider: [1045, 353, 1252, 354]
divider: [127, 1858, 368, 1859]
paragraph: Συνεκρούσθη εξώθι της Αγγλικανικής εκκλησίας τό υπ' αριθ. 20 ηλεκτρικόν πρός την γραμμήν Συντάγματος—Παγκρατίου μετά ιδιωτικού αμαξιού της ιππασίας. Ό ίππος και ό αμαξηλάτης έτραυματίσθησαν, κακώς δέ ό ίππος.: [820, 1954, 1041, 2052]
paragraph: Β. ΠΑΝΟΥΤΣΟΣ: [1342, 1705, 1434, 1720]
paragraph: Τό γνωστόν ταχύπλουν θαλαμηγόν ατμόπλοιον «Πόρος» τοΰ κ. Ιω. Χ. Παπαδοπούλου αναχωρεί εκ Πειραιώς εκάστην Τετάρτην, Πέμπτην και Παρασκευήν ώραν 2 μ. μ. διά Αίγιναν Μέθανα και Πόρον επιστρέφον την επομένην ώραν 11 π. μ. διά τοΰ αυτού προσεγγίσεων εις Πειραιά.: [127, 1739, 368, 1852]
subheadline: ΕΜΜ. ΚΥΤΑΡΙΟΛΟΣ: [407, 2019, 546, 2034]
headline: ΗΜΕΡΗΣΙΑ: [169, 726, 326, 754]
paragraph: ΒΟΛΟΣ 13 Αυγούστου (τηλεγρ. «Σκρίπ»). — Άπασαι αί εφημερίδες καθιστοΰσι, ότι τα τρένα των Θεσσαλικών σιδηροδρόμων εις το μέλλον επεκτείνονται από τα Τουρκικά σύνορα αλλά μπουκοτάζ.: [1045, 1408, 1252, 1508]
headline: ΔΙΑΨΕΥΣΙΣ ΤΗΣ ΠΥΛΗΣ: [821, 1609, 1040, 1630]
divider: [1260, 944, 1517, 945]
subheadline: ΒΑΣΙΛΕΙΟΝ ΤΗΣ ΕΛΛΑΔΟΣ: [1293, 1311, 1483, 1327]
paragraph: Ό επί τοΰ θωρηκτοΰ «Ψαρά» ανθυποκελευστής Ν. Κοντός απεπειράθη να αυτοκτονήση την παρελθοΰσαν εσπέραν ριφθείς εις την θάλασσαν. Ό Κοντός είχε ύπ' όψιν τινάς όμοίους αφού πέση οί ναΰται τον διέσωσαν.: [1045, 1016, 1252, 1116]
paragraph: Τό ινστιτοΰτον Πάστερ, είπεν ό δόκτωρ Ρού, δεν έχει σχεδόν τίποτε αί πρόσοδοί του προέρχονται από την πώλησιν του αντιδιφθεριτικού ορού. Και είνε αληθές ότι πρός τό παρόν αί πρόσοδοι αύται είνε αρκεταί, αλλ' αύριον μία νέα ανακάλυψις, ένεν φάρμακον αντικαθιστά τον ορόν αυτόν και τό ινστιτοΰτον θα βρεθή με την έλλειψιν των μέσων διά την εργασίαν του. Θα άναγκασθώμεν να κλείσωμεν όλα μας τα εργαστήρια.: [127, 497, 368, 652]
headline: ΤΟΥ ΚΟΣΜΟΥ: [412, 118, 541, 137]
subheadline: ΟΙ ΣΙΔΗΡΟΔΡΟΜΟΙ ΘΕΣΣΑΛΙΑΣ: [1080, 1375, 1218, 1403]
paragraph: Εκτίθεται εις πλειοδοτικόν διαγωνισμόν ή εκμίσθωσις τών δημοσίων εισπράξεων διά το έτος 1909 διά τα αριθ. 419 και 12 Αβρίου του έτους 1909 διατάξεων του νόμου.: [1260, 1418, 1517, 1474]
headline: ΕΙΣ ΤΟΝ ΒΟΛΟΝ: [1071, 1546, 1226, 1566]
paragraph: Τό Δημοτικόν Συμβούλιον συνήρχετο σήμερον εις συνεδρίασιν διά την εκλογήν τών νεοδιοριζομένων ύποψηφίων εις τα διδασκαλεία.: [1045, 1951, 1252, 2022]
paragraph: Και άλλο τηλεγράφημα έκ Κων/πόλεως πρός τό Αθηναϊκόν Πρακτορείον αγγέλλει ότι κατ' ασφαλείς πληροφορίας βεβαιοΰται ότι ή νότα της Πύλης ζητεί διά την Τουρκίαν την συνταγματικήν ανεξαρτησίαν διά την απορρόφησιν όπως λαμβάνη τά αναγκαιοΰντα μέτρα πρός έπαρμοσθή των περί της Κρήτης μεταρρυθμίσεων και τούτο ανεξαρτήτως των Δυνάμεων. Ή Πύλη θα δηλώση ότι πάσα ενέργεια της Ελλάδος διακανονισθή μεν με την ευθείας συνεννόησιν με την Τουρκίαν. Έν τέλει ή Πύλη θα αποδέχεται την γνώμην της εάν ή αποφασίση την απελευθέρωσιν τών Δυνάμεων διά την αναθεώρησιν της Μακεδονίας και θα ζητεί όπως ή οριστική διακανονισμός του Κρητικού ζητήματος.: [820, 475, 1041, 800]
paragraph: ΠΩΛΕΙΤΑΙ είς τα καλλίτερα φαρμακεία και ψιλικοπωλεία: [377, 936, 576, 963]
divider: [820, 1201, 1041, 1202]
headline: Η ΑΡΓΟΛΙΚΗ ΑΤΜΟΠΛΟΙΑ: [186, 821, 309, 858]
headline: ΠΑΝΗΓΥΡΕΩΣ ΤΗΝΟΥ: [144, 1248, 351, 1268]
paragraph: Ζητείτε τών μόνων κατασκευαστών: [146, 2215, 349, 2230]
ornament-stamp: [1278, 1739, 1499, 1777]
headline: Ο ΤΣΕΡΜΠΑΤΕΦ: [1072, 1520, 1225, 1540]
news-subcolumns: [585, 364, 1041, 2408]
paragraph: Έν Πειραιεΐ τή 10 Αυγούστου 1909: [1289, 1630, 1488, 1644]
subheadline: Τρίτη: [1127, 1202, 1170, 1217]
paragraph: Προχθές την πρωΐαν ό γέρων Κωνσταντίνος Χαλτής απεπειράθη να αυτοκτονήση ριφθείς έκ τοΰ παραθύρου της οικίας του επί της οδού Λυκαβηττού Λουείου και της παρεκκλησίας κείται νά διέλθη ή αμαξοστοιχία. Ευτυχώς ότι οί παρευρισκόμενοι την στιγμήν εκείνην τον απέτρεψαν. Ό γέρων διατρέχει την ζωήν του, είνε οικονομικοί.: [1045, 834, 1252, 989]
subheadline: ΚΑΟ ΟΝ ΧΡΟΝΟΝ ΖΥΖΙΤΟΥΜΕΝ: [633, 1228, 759, 1257]
headline: Η ΑΝΤΙΚΑΤΑΣΤΑΣΙΣ: [1055, 359, 1243, 380]
chair-illustration: [190, 1967, 305, 2130]
paragraph: και κατά την προσεχή Κυριακήν 9 Αυγούστου καλεί τούς φίλους τών θαλασσίων εκδρομών την ευκαιρίαν μαγευτικού και απολαυστικού μέχρι τοΰ πορθμού του νησιού του Σαρωνικού ημερησίου ταξειδίου.: [127, 884, 368, 969]
paragraph: ΒΟΛΟΣ 13 Αυγούστου (Ιδιαιτ. τηλεγράφημα «Σκρίπ»). — Την πρωΐαν κατέπλευσεν εις τον λιμένα μας ή Ρωσσική πυραύλος κορβέτα ευρισκόμενη υπό τών της Ρωσσίας Τσερμπατέφ, ό όποίος απεβιβάσθη εις τό Αργαί. Την μεσημβρίαν ό Ρώσος διεβιβάσθη έκ της Πορταρια και κατέλυσεν εις τό ξενοδοχεΐον Θεσσαλίας την πρωΐαν αναχωρεί εις τά Τρίκαλα και Μετέωρα.: [1045, 1571, 1252, 1726]
news-subcolumn-left: [585, 364, 807, 2408]
paragraph: νεκινήθη όταν έμαθεν ότι ή πρώτη σκέψις τοΰ ανθρώπου εκείνου, τοΰ πτωχοΰ και ένδοξου, ήτο να στρέψη την τύχην, ήτις τώ ήρχετο απρόοπτος, εις τον οίκον του όποιου πρώτιστα.: [127, 111, 368, 181]
paragraph: Μετά τούτο αφίχθη και ό κ. Κουντουριώτης ό όποίος εξεδήλωσε τάς ευχαριστίας του διά την εκκαθάρισιν αυτών τών τοποθετήσεων τοΰ Μουσείου της πόλεως.: [585, 2041, 807, 2112]
headline: ΤΡΕΙΣ: [1106, 780, 1191, 809]
subheadline: ΕΛΛΗΝΙΚΗ ΑΤΜΟΠΛΟΙΑ: [159, 1274, 336, 1288]
paragraph: ΣΑΒΒΑΤΟΝ ώραν 7 μ. μ. διά Χαλκίδα, Αιδηψόν, Βόλον και Θεσσαλονίκην.: [377, 1689, 576, 1732]
divider: [377, 762, 576, 763]
divider: [820, 1926, 1041, 1927]
subheadline: ΔΙΑ ΠΑΣΑΝ ΧΡΗΣΙΝ: [175, 2194, 319, 2210]
divider: [820, 1001, 1041, 1002]
paragraph: πατώσανα Σουηδικά και Αμερικανικά 0032Χ0125 1/2 έτοιμα πρός τοποθέτησιν εις το έργοστάσιον Ι. Α. Μαλακατέ οδός Μπουμπουλίνας αριθ. 42 Αθήναι.: [127, 1890, 368, 1960]
paragraph: Εις τό Μπραχάμι έτραυματίσθη εις την κοιλιακήν χώραν διά περιστρόφου ό Μ. Σ. Δορβάκης διότι οί γονείς του εζήτουν από τό αγαπητόν να εξασφαλίσουν ότι από ίππον και καλάμια και αντέδρασε κατά της συζυγίας της Μαρίας Νικολάου.: [1045, 1222, 1252, 1335]
paragraph: Οί Ανεψιοί: [446, 708, 507, 723]
paragraph: Κατά τηλεγράφημα έκ Βιέννης πρός τό Αθηναϊκόν Πρακτορείον ή κατάστασις έν Υεμένη καθίσταται σοβαρωτέρα. Βεβαιοΰται δε ότι οί επαναστάται ζητοΰν την αρχηγίαν τών δύο Σαμπή Άλή Μεχμέτ προέδρου τών Γεμενιτών και επιθυμούν να φέρωσι τα πράγματα εις την ανεξαρτησίαν της Υεμένης. Πλήσται στρατιωτικοί φρουροί έν σχέσει.: [585, 1493, 807, 1634]
paragraph: Νίκος Χριστόπουλος, Βασιλική Κανελλοπούλου, Κυριάκος Χριστόπουλου: [388, 661, 565, 705]
paragraph: (Έκ της Διευθύνσεως): [185, 1679, 310, 1694]
paragraph: Πωλοΰνται εν Αθήναις παρά τοΐς κ. κ. Απέργη, Θεοχά, Βογιάζη, Σαντοριναίω, Μοράϊτη, Ηλλαρίωνι και Αθανασούλω και Αρούλη και έν τή Στοά Αρσακείου ΠΙ.: [127, 2257, 368, 2327]
paragraph: Θανόντα χθες χηδεύομεν σήμερον Παρασκευήν 14 πρίν μηνός και ώραν 4 μ.μ. έκ Ιερού Ναού τοΰ Αγίου Κωνσταντίνου.: [377, 563, 576, 619]
subheadline: ΤΟΥΡΚΙΚΗ ΔΙΠΛΩΜΑΤΙΑ: [607, 648, 785, 663]
paragraph: Οί Αδελφοί: [445, 643, 508, 658]
divider: [820, 1603, 1041, 1604]
headline: ΕΚΤΑΚΤΟΙ ΠΛΟΕΣ: [161, 1222, 334, 1242]
subheadline: ΖΗΤΕΙ ΑΠΕΛΕΥΘΕΡΩΣΙΝ ΑΠΟ ΤΟΥ ΖΥΓΟΥ ΤΩΝ ΔΥΝΑΜΕΩΝ: [620, 324, 1006, 359]
paragraph: Βεβαιοΰται, ότι ή Πύλη τονίζει τό σημεΐον ότι ή Τουρκία δέχεται ότι ή Κρήτη ευρίσκεται εις την Τουρκικήν κυριαρχίαν και δεν δύναται να παραδεχθή μετά από απόφασις.: [585, 496, 807, 581]
paragraph: Fly Cemetery, ό όποιος θ' απαλλάξη τά δώματά σας από τα ενοχλητικά ταύτα έντομα.: [377, 889, 576, 931]
subheadline: ΑΣΤΥΝΟΜΙΚΟΝ ΔΕΛΤΙΟΝ: [839, 1933, 1022, 1948]
column-rule: [372, 111, 373, 2003]
subheadline: ΕΛΛΗΝΙΚ. ΑΤΜΟΠΛΟΙΑΣ ΓΟΥΔΗ: [387, 1097, 566, 1125]
subheadline: Δευτέρα: [1118, 996, 1179, 1011]
section-title: ΝΕΩΤΕΡΑ: [596, 115, 1030, 180]
subheadline: Παρά τά Χαυτεΐα: [413, 2060, 540, 2075]
paragraph: ΧΑΝΙΑ 13 Αυγούστου (Ιδιαιτ. τηλεγρ. «Σκρίπ»). — Είς την Σούδαν επανήλθεν σήμερον την πρωΐαν τό Γαλλικόν καταδρομικόν «Βίκτωρ Ουγκώ».: [585, 1716, 807, 1772]
subheadline: ΤΟΥ ΔΙΕΥΘΥΝΤΟΥ ΤΗΣ ΑΣΤΥΝΟΜΙΑΣ: [1067, 385, 1230, 414]
paragraph: Δ. Νικολαΐδης, Αθ. Ανδρουτσος, Π. Ηλιάδης, Θεοδ. Κανελλάκης.: [1278, 1269, 1499, 1298]
subheadline: Άναχωρήσεις έκ Πειραιώς: [151, 1316, 343, 1331]
headline: Ο "ΠΟΡΟΣ": [169, 1706, 326, 1735]
paragraph: Έτερον τηλεγράφημα έκ Κων/πόλεως επιβεβαιοί, ότι τό υπουργικόν Συμβούλιον επεδοκίμασε την απάντησιν ήτις θα γένη εις τάς προστατίδας της Κρήτης Δυνάμεις.: [585, 668, 807, 753]
paragraph: Διά Β. Διατάγματος διωρίσθη Διευθυντής της Αστυνομίας Αθηνών ό αντισυνταγματάρχης της χωροφυλακής κ. Παπαχρονόπουλος, αντικαταστήσας τον μέχρι τούδε διευθυντήν της αστυνομίας Πατρών.: [1045, 419, 1252, 532]
headline: ΤΡΑΜ & ΣΟΥΣΤΑΣ: [847, 1753, 1014, 1773]
